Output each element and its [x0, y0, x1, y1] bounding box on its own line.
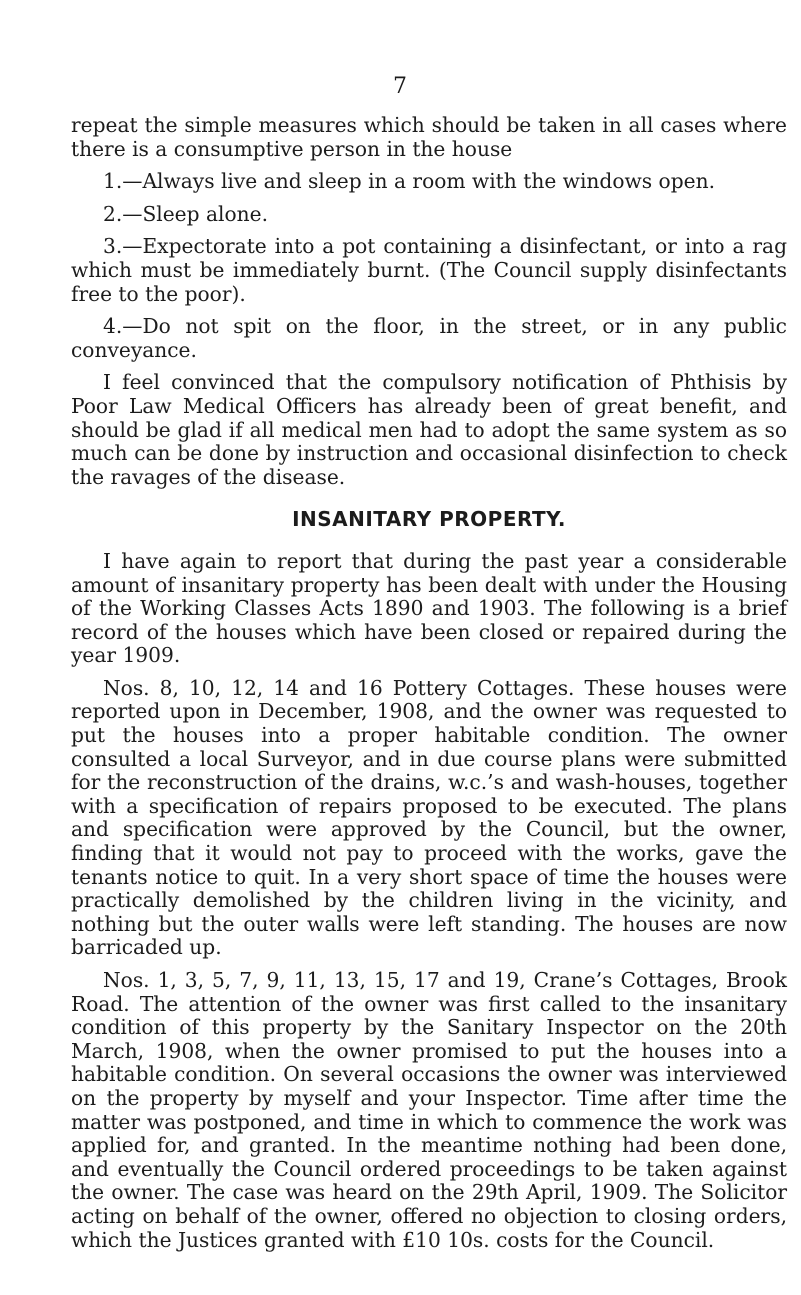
intro-paragraph: repeat the simple measures which should be taken in all cases where there is a consumptive person in the house — [71, 113, 787, 161]
measure-item-2: 2.—Sleep alone. — [103, 201, 268, 226]
measure-item-3: 3.—Expectorate into a pot containing a disinfectant, or into a rag which must be immediately burnt. (The Council supply disinfectants free to the poor). — [71, 234, 787, 306]
page-number: 7 — [393, 74, 407, 99]
phthisis-paragraph: I feel convinced that the compulsory notification of Phthisis by Poor Law Medical Officers has already been of great benefit, and should be glad if all medical men had to adopt the same system as so much can be done by instruction and occasional disinfection to check the ravages of the disease. — [71, 370, 787, 489]
cranes-cottages-paragraph: Nos. 1, 3, 5, 7, 9, 11, 13, 15, 17 and 19, Crane’s Cottages, Brook Road. The attention of the owner was first called to the insanitary condition of this property by the Sanitary Inspector on the 20th March, 1908, when the owner promised to put the houses into a habitable condition. On several occasions the owner was interviewed on the property by myself and your Inspector. Time after time the matter was postponed, and time in which to commence the work was applied for, and granted. In the meantime nothing had been done, and eventually the Council ordered proceedings to be taken against the owner. The case was heard on the 29th April, 1909. The Solicitor acting on behalf of the owner, offered no objection to closing orders, which the Justices granted with £10 10s. costs for the Council. — [71, 968, 787, 1252]
section-heading: INSANITARY PROPERTY. — [292, 507, 566, 532]
measure-item-4: 4.—Do not spit on the floor, in the street, or in any public conveyance. — [71, 314, 787, 362]
section-paragraph-1: I have again to report that during the past year a considerable amount of insanitary property has been dealt with under the Housing of the Working Classes Acts 1890 and 1903. The following is a brief record of the houses which have been closed or repaired during the year 1909. — [71, 548, 787, 668]
measure-item-1: 1.—Always live and sleep in a room with the windows open. — [103, 169, 715, 194]
body-text — [71, 114, 787, 1261]
pottery-cottages-paragraph: Nos. 8, 10, 12, 14 and 16 Pottery Cottages. These houses were reported upon in December, 1908, and the owner was requested to put the houses into a proper habitable condition. The owner consulted a local Surveyor, and in due course plans were submitted for the reconstruction of the drains, w.c.’s and wash-houses, together with a specification of repairs proposed to be executed. The plans and specification were approved by the Council, but the owner, finding that it would not pay to proceed with the works, gave the tenants notice to quit. In a very short space of time the houses were practically demolished by the children living in the vicinity, and nothing but the outer walls were left standing. The houses are now barricaded up. — [71, 675, 787, 960]
